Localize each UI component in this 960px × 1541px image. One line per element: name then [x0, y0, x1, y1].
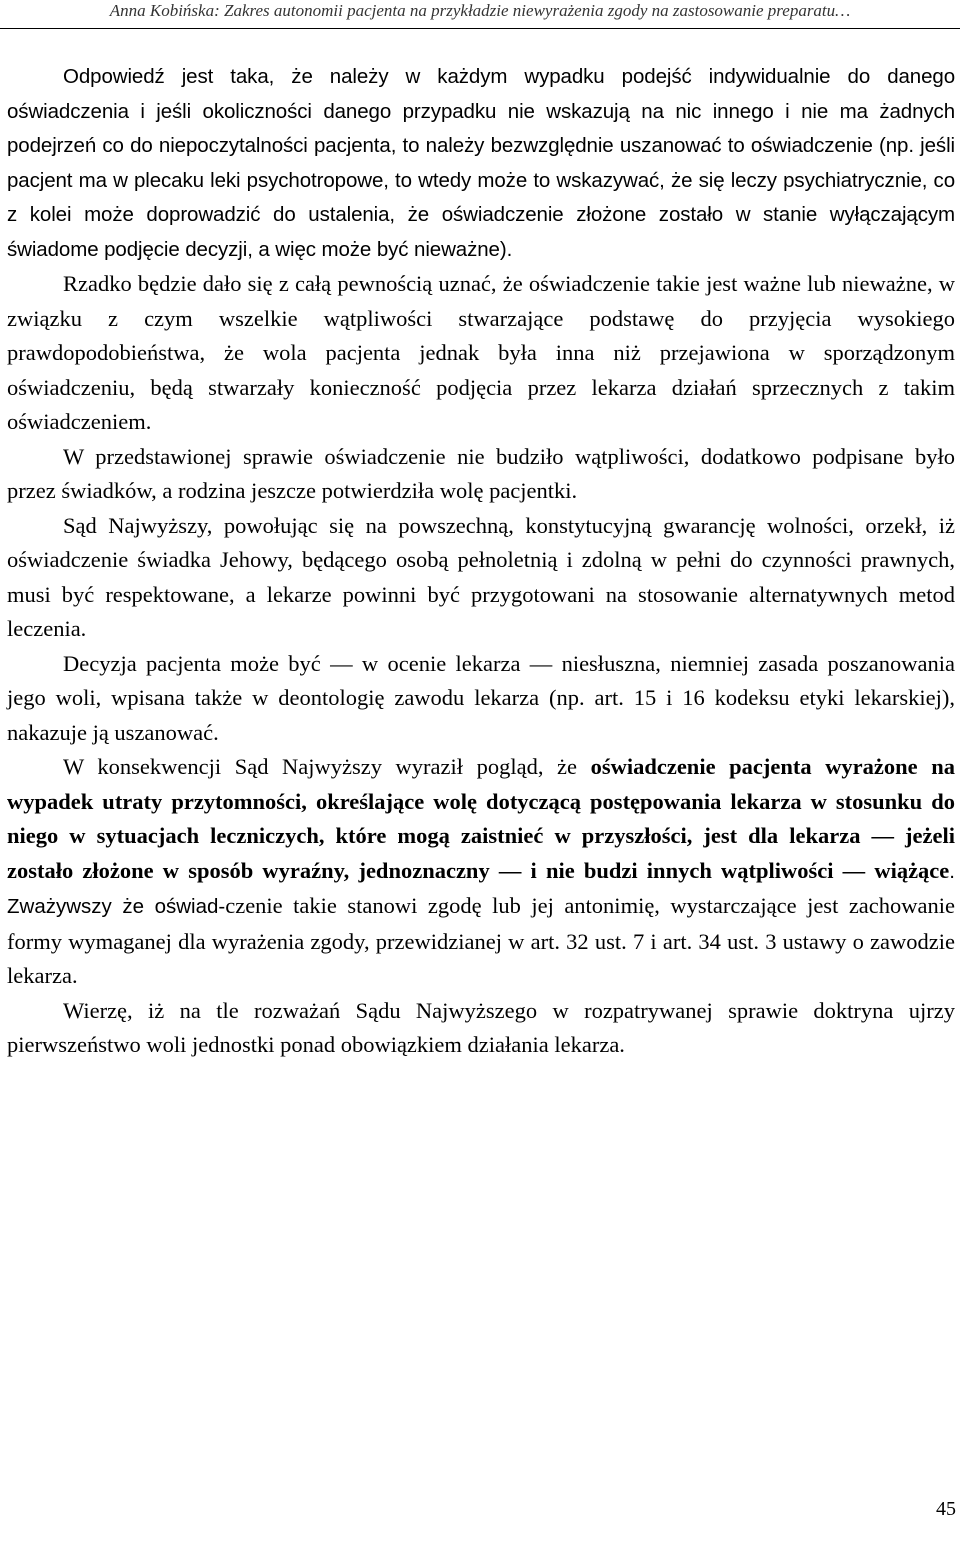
paragraph-6-start: W konsekwencji Sąd Najwyższy wyraził pogląd, że [63, 754, 591, 779]
page-number: 45 [936, 1498, 956, 1520]
paragraph-6-end: czenie takie stanowi zgodę lub jej antonimię, wystarczające jest zachowanie formy wymaganej dla wyrażenia zgody, przewidzianej w art. 32 ust. 7 i art. 34 ust. 3 ustawy o zawodzie lekarza. [7, 893, 955, 988]
paragraph-7: Wierzę, iż na tle rozważań Sądu Najwyższego w rozpatrywanej sprawie doktryna ujrzy pierwszeństwo woli jednostki ponad obowiązkiem działania lekarza. [7, 997, 955, 1057]
paragraph-6-mid: . Zważywszy że oświad- [7, 859, 955, 918]
body-text [7, 60, 955, 1063]
paragraph-6 [7, 750, 955, 994]
running-head: Anna Kobińska: Zakres autonomii pacjenta na przykładzie niewyrażenia zgody na zastosowanie preparatu… [0, 0, 960, 29]
paragraph-6-bold: oświadczenie pacjenta wyrażone na wypadek utraty przytomności, określające wolę dotyczącą postępowania lekarza w stosunku do niego w sytuacjach leczniczych, które mogą zaistnieć w przyszłości, jest dla lekarza — jeżeli zostało złożone w sposób wyraźny, jednoznaczny — i nie budzi innych wątpliwości — wiążące [7, 754, 955, 883]
paragraph-4: Sąd Najwyższy, powołując się na powszechną, konstytucyjną gwarancję wolności, orzekł, iż oświadczenie świadka Jehowy, będącego osobą pełnoletnią i zdolną w pełni do czynności prawnych, musi być respektowane, a lekarze powinni być przygotowani na stosowanie alternatywnych metod leczenia. [7, 512, 955, 641]
paragraph-3: W przedstawionej sprawie oświadczenie nie budziło wątpliwości, dodatkowo podpisane było przez świadków, a rodzina jeszcze potwierdziła wolę pacjentki. [7, 443, 955, 503]
paragraph-5: Decyzja pacjenta może być — w ocenie lekarza — niesłuszna, niemniej zasada poszanowania jego woli, wpisana także w deontologię zawodu lekarza (np. art. 15 i 16 kodeksu etyki lekarskiej), nakazuje ją uszanować. [7, 650, 955, 745]
paragraph-2: Rzadko będzie dało się z całą pewnością uznać, że oświadczenie takie jest ważne lub nieważne, w związku z czym wszelkie wątpliwości stwarzające podstawę do przyjęcia wysokiego prawdopodobieństwa, że wola pacjenta jednak była inna niż przejawiona w sporządzonym oświadczeniu, będą stwarzały konieczność podjęcia przez lekarza działań sprzecznych z takim oświadczeniem. [7, 271, 955, 434]
paragraph-1: Odpowiedź jest taka, że należy w każdym wypadku podejść indywidualnie do danego oświadczenia i jeśli okoliczności danego przypadku nie wskazują na nic innego i nie ma żadnych podejrzeń co do niepoczytalności pacjenta, to należy bezwzględnie uszanować to oświadczenie (np. jeśli pacjent ma w plecaku leki psychotropowe, to wtedy może to wskazywać, że się leczy psychiatrycznie, co z kolei może doprowadzić do ustalenia, że oświadczenie złożone zostało w stanie wyłączającym świadome podjęcie decyzji, a więc może być nieważne). [7, 65, 955, 261]
